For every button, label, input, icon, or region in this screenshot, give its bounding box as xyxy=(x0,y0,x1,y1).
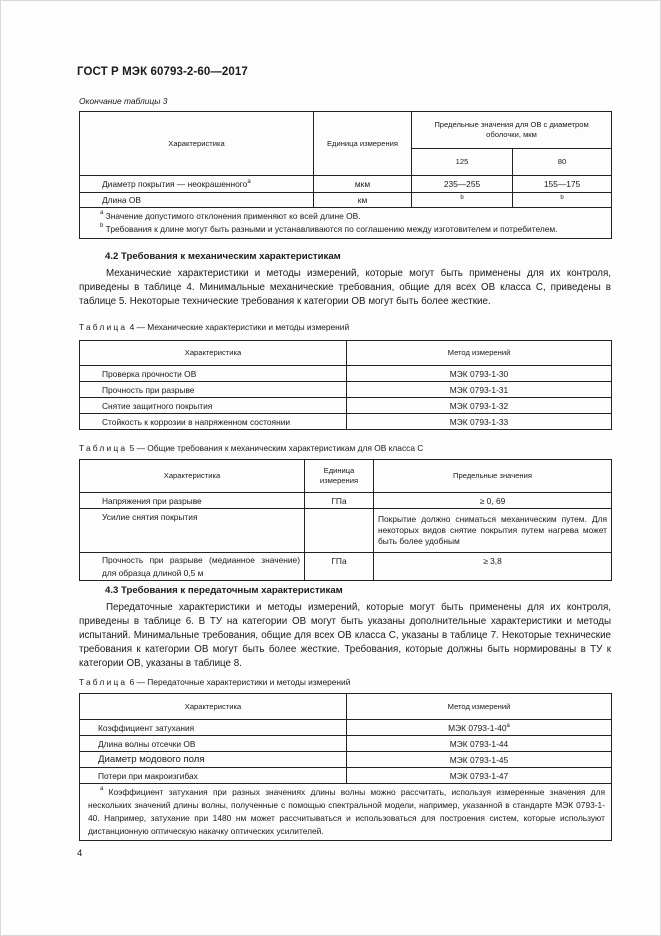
document-header: ГОСТ Р МЭК 60793-2-60—2017 xyxy=(77,66,248,78)
table6 xyxy=(79,693,612,841)
table-row: Напряжения при разрыве ГПа ≥ 0, 69 xyxy=(80,493,612,509)
table-row: Снятие защитного покрытия МЭК 0793-1-32 xyxy=(80,398,612,414)
t5-header-char: Характеристика xyxy=(80,460,305,493)
table3-cont xyxy=(79,111,612,239)
table-row: Потери при макроизгибах МЭК 0793-1-47 xyxy=(80,768,612,784)
table-row: Проверка прочности ОВ МЭК 0793-1-30 xyxy=(80,366,612,382)
t3-header-80: 80 xyxy=(513,149,612,176)
table5 xyxy=(79,459,612,581)
table-row: Длина ОВ км $^b$ $^b$ xyxy=(80,193,612,208)
table4 xyxy=(79,340,612,430)
t6-footnote: $^а$ Коэффициент затухания при разных значениях длины волны можно рассчитать, используя измеренные значения для нескольких значений длины волны, полученные с помощью спектральной модели, например, указанной в стандарте МЭК 0793-1-40. Например, затухание при 1480 нм может рассчитываться и использоваться для построения систем, которые используют дистанционную оптическую накачку оптических усилителей. xyxy=(80,784,612,841)
section-4-3-title: 4.3 Требования к передаточным характеристикам xyxy=(105,585,343,596)
table-row: Усилие снятия покрытия Покрытие должно сниматься механическим путем. Для некоторых видов снятие покрытия путем нагрева может быть более удобным xyxy=(80,509,612,553)
t4-header-char: Характеристика xyxy=(80,341,347,366)
table-row: Прочность при разрыве МЭК 0793-1-31 xyxy=(80,382,612,398)
t6-header-method: Метод измерений xyxy=(347,694,612,720)
t3-header-char: Характеристика xyxy=(80,112,314,176)
section-4-2-title: 4.2 Требования к механическим характеристикам xyxy=(105,251,341,262)
t6-header-char: Характеристика xyxy=(80,694,347,720)
t5-header-unit: Единица измерения xyxy=(305,460,374,493)
t3-header-unit: Единица измерения xyxy=(314,112,412,176)
t3-footnotes: $^а$ Значение допустимого отклонения применяют ко всей длине ОВ. $^b$ Требования к длине могут быть разными и устанавливаются по соглашению между изготовителем и потребителем. xyxy=(80,208,612,239)
table-row: Диаметр модового поля МЭК 0793-1-45 xyxy=(80,752,612,768)
table3-caption: Окончание таблицы 3 xyxy=(79,96,168,106)
table-row: Длина волны отсечки ОВ МЭК 0793-1-44 xyxy=(80,736,612,752)
table-row: Коэффициент затухания МЭК $0793-1-40^а$ xyxy=(80,720,612,736)
page-number: 4 xyxy=(77,848,83,859)
t5-header-limit: Предельные значения xyxy=(374,460,612,493)
t3-header-limit: Предельные значения для ОВ с диаметром оболочки, мкм xyxy=(412,112,612,149)
section-4-2-text: Механические характеристики и методы измерений, которые могут быть применены для их контроля, приведены в таблице 4. Минимальные механические требования, общие для всех ОВ класса С, приведены в таблице 5. Некоторые технические требования к категории ОВ могут быть более жесткие. xyxy=(79,268,611,307)
table5-caption: Таблица 5 — Общие требования к механическим характеристикам для ОВ класса С xyxy=(79,443,424,453)
table-row: Стойкость к коррозии в напряженном состоянии МЭК 0793-1-33 xyxy=(80,414,612,430)
section-4-3-text: Передаточные характеристики и методы измерений, которые могут быть применены для их контроля, приведены в таблице 6. В ТУ на категории ОВ могут быть указаны дополнительные характеристики и методы испытаний. Минимальные требования, общие для всех ОВ класса С, указаны в таблице 7. Некоторые технические требования к категории ОВ могут быть более жесткие. Требования, которые должны быть нормированы в ТУ к категории ОВ, указаны в таблице 8. xyxy=(79,602,611,669)
t4-header-method: Метод измерений xyxy=(347,341,612,366)
table-row: Диаметр покрытия — неокрашенного$^а$ мкм 235—255 155—175 xyxy=(80,176,612,193)
table-row: Прочность при разрыве (медианное значение) для образца длиной 0,5 м ГПа ≥ 3,8 xyxy=(80,553,612,581)
table4-caption: Таблица 4 — Механические характеристики и методы измерений xyxy=(79,322,350,332)
table6-caption: Таблица 6 — Передаточные характеристики и методы измерений xyxy=(79,677,351,687)
t3-header-125: 125 xyxy=(412,149,513,176)
